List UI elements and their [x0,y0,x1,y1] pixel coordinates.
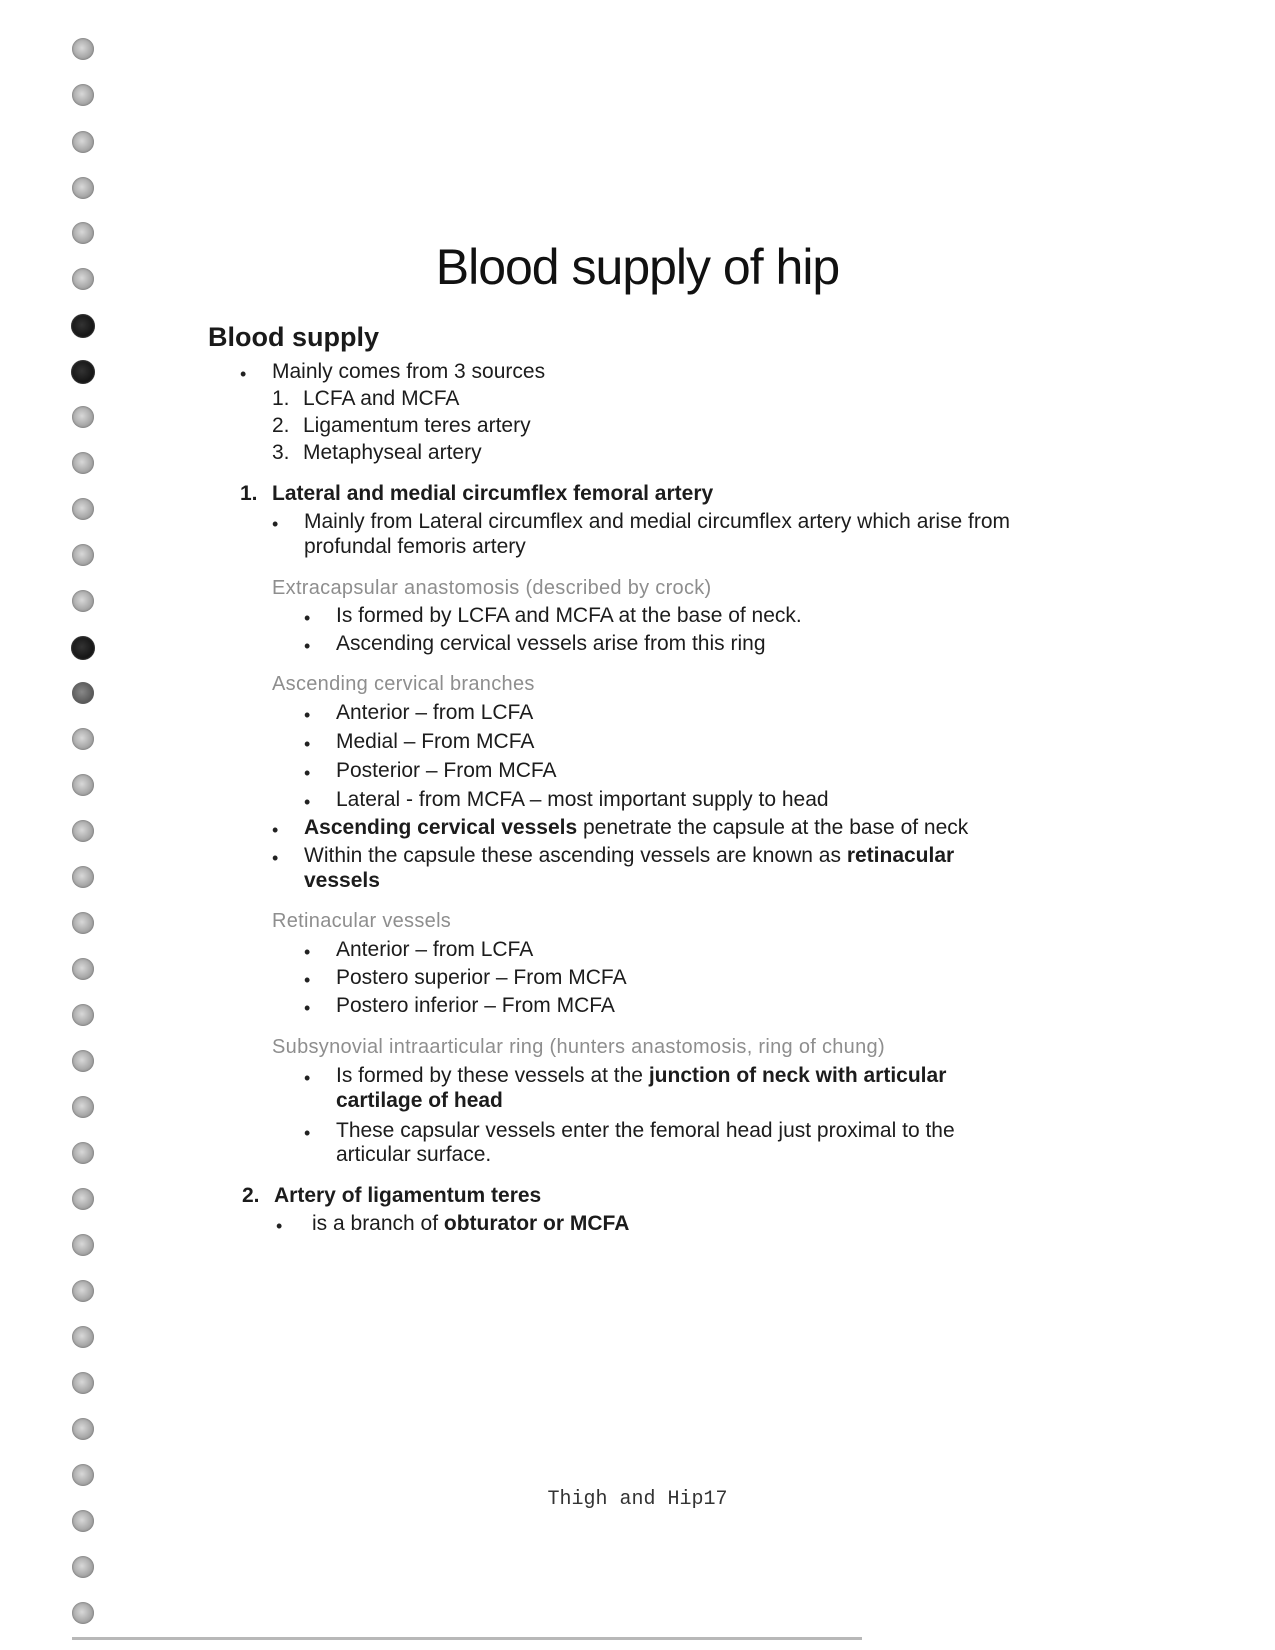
punch-hole [72,84,94,106]
penetrate-bold: Ascending cervical vessels [304,816,578,839]
bullet-icon: • [304,763,311,783]
bullet-icon: • [240,364,247,384]
subsynovial-item: These capsular vessels enter the femoral head just proximal to the [336,1119,955,1142]
punch-hole [72,1096,94,1118]
part1-desc: Mainly from Lateral circumflex and medial circumflex artery which arise from [304,510,1011,533]
punch-hole [72,1004,94,1026]
part1-desc: profundal femoris artery [304,535,526,558]
subsynovial-item [336,1064,946,1088]
punch-hole [72,682,94,704]
punch-hole [72,1234,94,1256]
subsynovial-title: Subsynovial intraarticular ring (hunters anastomosis, ring of chung) [272,1036,885,1058]
punch-hole [72,406,94,428]
retinacular-item: Postero inferior – From MCFA [336,994,615,1017]
punch-hole [72,1556,94,1578]
list-number: 1. [272,387,290,410]
list-number: 2. [272,414,290,437]
punch-hole [72,1510,94,1532]
extracapsular-item: Ascending cervical vessels arise from this ring [336,632,766,655]
intro-lead: Mainly comes from 3 sources [272,360,546,383]
punch-hole [72,590,94,612]
within-bold-cont: vessels [304,869,380,892]
list-number: 3. [272,441,290,464]
bullet-icon: • [304,970,311,990]
page-footer: Thigh and Hip17 [547,1488,728,1511]
bullet-icon: • [304,942,311,962]
part2-item [312,1212,629,1236]
ascending-item: Posterior – From MCFA [336,759,557,782]
retinacular-item: Postero superior – From MCFA [336,966,627,989]
punch-hole [72,1280,94,1302]
part1-heading: Lateral and medial circumflex femoral artery [272,482,714,505]
bullet-icon: • [272,820,279,840]
bullet-icon: • [272,514,279,534]
part2-text: is a branch of [312,1212,444,1235]
penetrate-note [304,816,968,840]
punch-hole [72,866,94,888]
ascending-title: Ascending cervical branches [272,673,535,695]
ascending-item: Medial – From MCFA [336,730,535,753]
bullet-icon: • [304,1068,311,1088]
punch-hole [72,958,94,980]
punch-hole [72,1602,94,1624]
punch-hole [71,314,95,338]
part1-number: 1. [240,482,258,505]
retinacular-title: Retinacular vessels [272,910,452,932]
punch-hole [71,360,95,384]
part2-heading: Artery of ligamentum teres [274,1184,542,1207]
bullet-icon: • [304,734,311,754]
punch-hole [72,1142,94,1164]
punch-hole [72,452,94,474]
part2-number: 2. [242,1184,260,1207]
part2-bold: obturator or MCFA [443,1212,630,1235]
punch-hole [72,498,94,520]
bullet-icon: • [304,1123,311,1143]
ascending-item: Lateral - from MCFA – most important supply to head [336,788,829,811]
bullet-icon: • [304,792,311,812]
page-edge [72,1637,862,1640]
punch-hole [72,820,94,842]
bullet-icon: • [272,848,279,868]
within-text: Within the capsule these ascending vessels are known as [304,844,847,867]
extracapsular-title: Extracapsular anastomosis (described by crock) [272,577,712,599]
punch-hole [72,912,94,934]
within-bold: retinacular [846,844,955,867]
page-title: Blood supply of hip [435,239,840,295]
section-heading: Blood supply [208,322,379,352]
subsynovial-text: Is formed by these vessels at the [336,1064,649,1087]
subsynovial-bold: junction of neck with articular [648,1064,947,1087]
subsynovial-item-cont: articular surface. [336,1143,492,1166]
punch-hole [72,1050,94,1072]
source-item: LCFA and MCFA [303,387,460,410]
punch-hole [72,177,94,199]
punch-hole [72,1464,94,1486]
punch-hole [72,1372,94,1394]
punch-hole [72,38,94,60]
source-item: Metaphyseal artery [303,441,482,464]
punch-hole [72,1418,94,1440]
punch-hole [72,544,94,566]
within-note [304,844,954,868]
punch-hole [72,1188,94,1210]
source-item: Ligamentum teres artery [303,414,531,437]
bullet-icon: • [276,1216,283,1236]
retinacular-item: Anterior – from LCFA [336,938,534,961]
punch-hole [72,728,94,750]
punch-hole [72,131,94,153]
bullet-icon: • [304,608,311,628]
ascending-item: Anterior – from LCFA [336,701,534,724]
penetrate-rest: penetrate the capsule at the base of neck [577,816,969,839]
bullet-icon: • [304,705,311,725]
punch-hole [72,774,94,796]
punch-hole [72,1326,94,1348]
bullet-icon: • [304,636,311,656]
bullet-icon: • [304,998,311,1018]
extracapsular-item: Is formed by LCFA and MCFA at the base of neck. [336,604,802,627]
subsynovial-bold-cont: cartilage of head [336,1089,503,1112]
punch-hole [71,636,95,660]
